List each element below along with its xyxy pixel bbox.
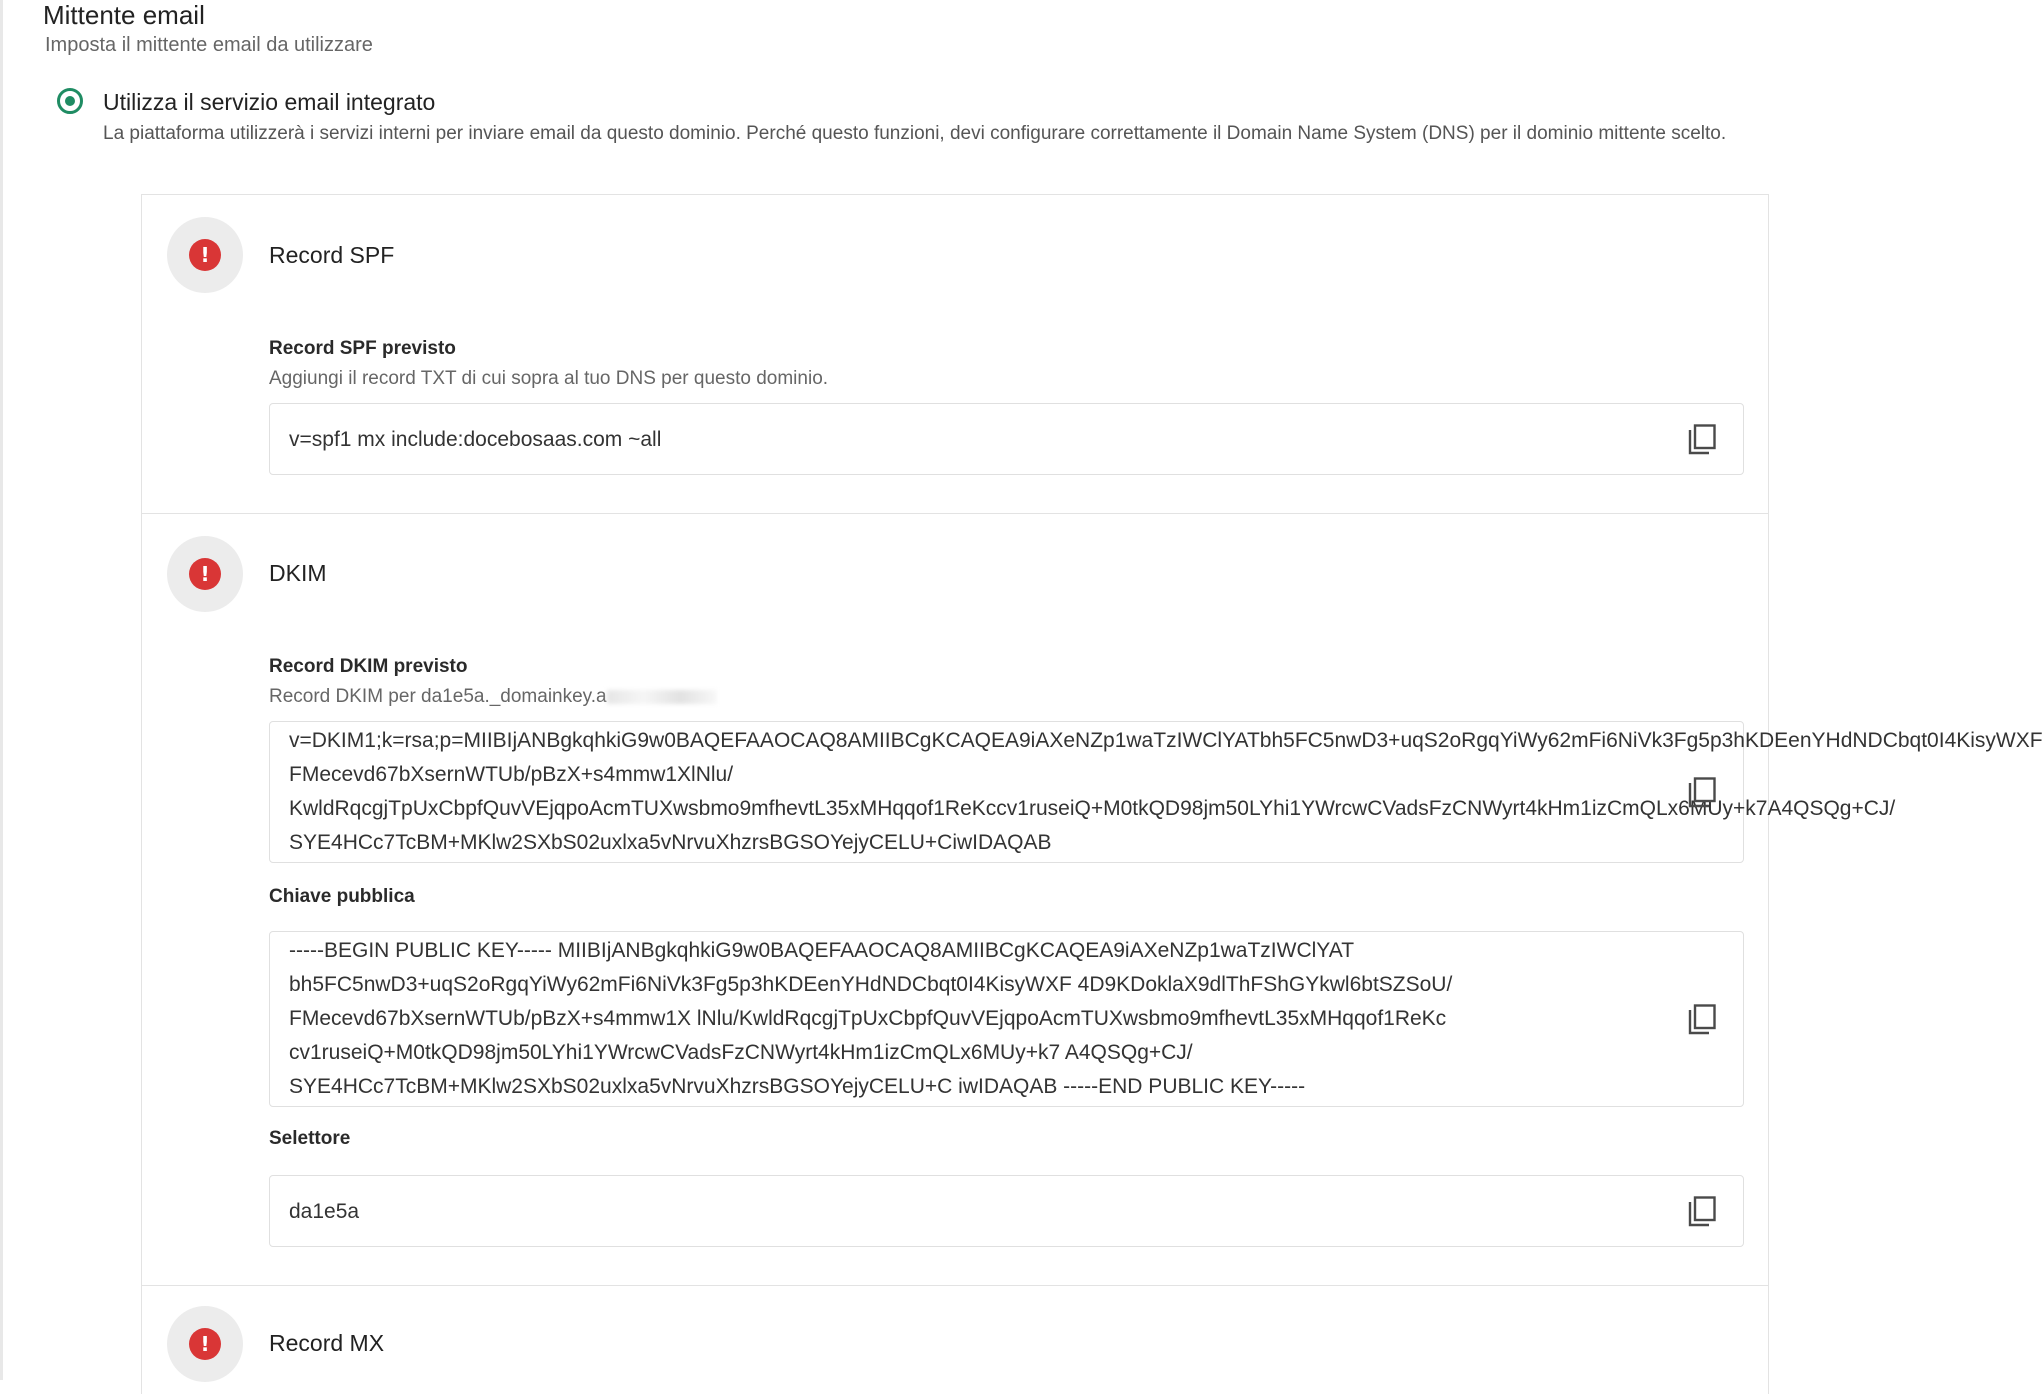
dkim-record-line: v=DKIM1;k=rsa;p=MIIBIjANBgkqhkiG9w0BAQEFAAOCAQ8AMIIBCgKCAQEA9iAXeNZp1waTzIWClYATbh5FC5nwD3+uqS2oRgqYiWy62mFi6NiVk3Fg5p3hKDEenYHdNDCbqt0I4KisyWXF [289,729,2043,752]
error-icon: ! [189,558,221,590]
public-key-label: Chiave pubblica [269,886,415,907]
section-subtitle: Imposta il mittente email da utilizzare [45,34,373,56]
selector-label: Selettore [269,1128,351,1149]
dkim-help [269,685,717,709]
radio-label[interactable]: Utilizza il servizio email integrato [103,89,436,115]
copy-dkim-record-button[interactable] [1687,777,1717,809]
public-key-field [269,931,1744,1107]
divider [142,513,1768,514]
radio-description: La piattaforma utilizzerà i servizi interni per inviare email da questo dominio. Perché questo funzioni, devi configurare correttamente il Domain Name System (DNS) per il dominio mittente scelto. [103,123,1727,144]
public-key-line: bh5FC5nwD3+uqS2oRgqYiWy62mFi6NiVk3Fg5p3hKDEenYHdNDCbqt0I4KisyWXF 4D9KDoklaX9dlThFShGYkwl6btSZSoU/ [289,973,1453,996]
dkim-field-label: Record DKIM previsto [269,656,468,677]
dkim-record-field [269,721,2043,863]
copy-icon [1687,1196,1717,1228]
divider [142,1285,1768,1286]
copy-public-key-button[interactable] [1687,1004,1717,1036]
copy-icon [1687,424,1717,456]
spf-status [167,217,243,293]
public-key-line: SYE4HCc7TcBM+MKlw2SXbS02uxlxa5vNrvuXhzrsBGSOYejyCELU+C iwIDAQAB -----END PUBLIC KEY----- [289,1075,1306,1098]
dkim-status [167,536,243,612]
dkim-title: DKIM [269,560,327,586]
mx-status [167,1306,243,1382]
spf-value: v=spf1 mx include:docebosaas.com ~all [289,428,662,451]
copy-spf-button[interactable] [1687,424,1717,456]
dkim-help-text: Record DKIM per da1e5a._domainkey.a [269,686,607,707]
public-key-line: -----BEGIN PUBLIC KEY----- MIIBIjANBgkqhkiG9w0BAQEFAAOCAQ8AMIIBCgKCAQEA9iAXeNZp1waTzIWClYAT [289,939,1355,962]
radio-button-selected[interactable] [57,88,83,114]
error-icon: ! [189,239,221,271]
spf-field-label: Record SPF previsto [269,338,456,359]
copy-selector-button[interactable] [1687,1196,1717,1228]
dns-records-card [141,194,2043,1394]
mx-title: Record MX [269,1330,385,1356]
spf-value-field [269,403,1744,475]
dkim-record-line: FMecevd67bXsernWTUb/pBzX+s4mmw1XlNlu/ [289,763,734,786]
dkim-record-line: KwldRqcgjTpUxCbpfQuvVEjqpoAcmTUXwsbmo9mfhevtL35xMHqqof1ReKccv1ruseiQ+M0tkQD98jm50LYhi1YWrcwCVadsFzCNWyrt4kHm1izCmQLx6MUy+k7A4QSQg+CJ/ [289,797,1896,820]
selector-field [269,1175,1744,1247]
radio-dot [65,96,75,106]
section-title: Mittente email [43,0,205,30]
spf-help: Aggiungi il record TXT di cui sopra al tuo DNS per questo dominio. [269,368,829,389]
copy-icon [1687,1004,1717,1036]
error-icon: ! [189,1328,221,1360]
copy-icon [1687,777,1717,809]
redacted-domain [607,690,717,704]
dkim-record-line: SYE4HCc7TcBM+MKlw2SXbS02uxlxa5vNrvuXhzrsBGSOYejyCELU+CiwIDAQAB [289,831,1052,854]
selector-value: da1e5a [289,1200,360,1223]
public-key-line: cv1ruseiQ+M0tkQD98jm50LYhi1YWrcwCVadsFzCNWyrt4kHm1izCmQLx6MUy+k7 A4QSQg+CJ/ [289,1041,1193,1064]
public-key-line: FMecevd67bXsernWTUb/pBzX+s4mmw1X lNlu/KwldRqcgjTpUxCbpfQuvVEjqpoAcmTUXwsbmo9mfhevtL35xMHqqof1ReKc [289,1007,1447,1030]
spf-title: Record SPF [269,242,395,268]
